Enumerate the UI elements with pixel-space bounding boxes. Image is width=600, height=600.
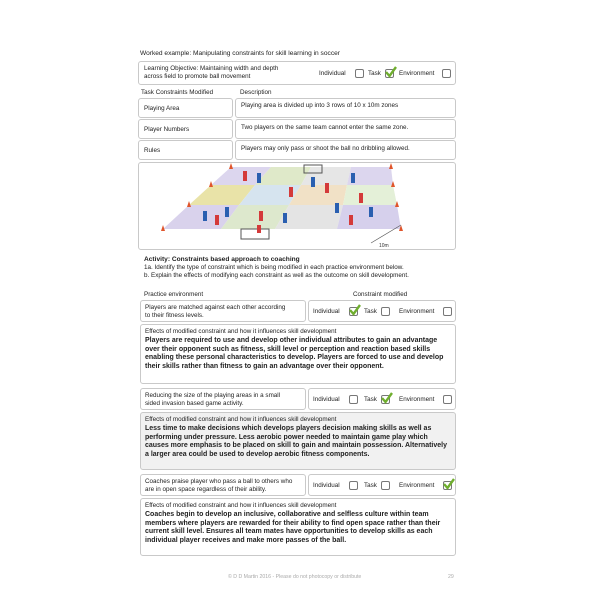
checkmark-icon — [381, 392, 393, 404]
activity-instruction-2: b. Explain the effects of modifying each constraint as well as the outcome on skill development. — [144, 272, 409, 279]
effects-answer: Coaches begin to develop an inclusive, collaborative and selfless culture within team members where players are rewarded for their ability to find open space rather than their current skill level. Ensures all team mates have opportunities to develop skills as each individual player receives and make more passes of the ball. — [145, 511, 441, 544]
option-environment-label: Environment — [399, 70, 435, 77]
environment-checkbox[interactable] — [443, 481, 452, 490]
constraint-name: Player Numbers — [144, 126, 190, 133]
constraint-desc-cell — [235, 140, 456, 160]
environment-checkbox[interactable] — [443, 307, 452, 316]
constraint-options-box — [308, 388, 456, 410]
col-header-constraints: Task Constraints Modified — [141, 89, 214, 96]
environment-checkbox[interactable] — [443, 395, 452, 404]
option-individual-label: Individual — [313, 482, 340, 489]
option-environment-label: Environment — [399, 482, 435, 489]
task-checkbox[interactable] — [381, 481, 390, 490]
individual-checkbox[interactable] — [349, 395, 358, 404]
col-header-description: Description — [240, 89, 272, 96]
effects-box — [140, 412, 456, 470]
checkmark-icon — [443, 478, 455, 490]
constraint-name: Rules — [144, 147, 161, 154]
environment-checkbox[interactable] — [442, 69, 451, 78]
task-checkbox[interactable] — [385, 69, 394, 78]
practice-env-box — [140, 300, 306, 322]
constraint-desc-cell — [235, 119, 456, 139]
learning-objective-box — [138, 61, 456, 85]
effects-answer: Players are required to use and develop other individual attributes to gain an advantage over their opponent such as fitness, skill level or perception and reaction based skills enabling these personal characteristics to develop. Players are forced to use and develop their skills rather than fitness to gain an advantage over their opponent. — [145, 337, 444, 370]
soccer-field-diagram — [139, 163, 455, 249]
option-individual-label: Individual — [313, 396, 340, 403]
checkmark-icon — [385, 66, 397, 78]
task-checkbox[interactable] — [381, 307, 390, 316]
option-task-label: Task — [368, 70, 381, 77]
practice-env-text: to their fitness levels. — [145, 312, 204, 319]
constraint-options-box — [308, 474, 456, 496]
constraint-options-box — [308, 300, 456, 322]
col-header-practice: Practice environment — [144, 291, 204, 298]
option-individual-label: Individual — [313, 308, 340, 315]
effects-label: Effects of modified constraint and how it influences skill development — [145, 502, 337, 509]
individual-checkbox[interactable] — [349, 481, 358, 490]
col-header-constraint-modified: Constraint modified — [353, 291, 408, 298]
practice-env-text: are in open space regardless of their ability. — [145, 486, 267, 493]
effects-label: Effects of modified constraint and how it influences skill development — [145, 328, 337, 335]
constraint-desc: Playing area is divided up into 3 rows of 10 x 10m zones — [241, 102, 399, 109]
constraint-desc: Players may only pass or shoot the ball no dribbling allowed. — [241, 145, 410, 152]
constraint-desc-cell — [235, 98, 456, 118]
practice-env-text: Coaches praise player who pass a ball to others who — [145, 478, 293, 485]
option-task-label: Task — [364, 482, 377, 489]
practice-env-text: Players are matched against each other according — [145, 304, 286, 311]
constraint-name-cell — [138, 98, 233, 118]
practice-env-box — [140, 388, 306, 410]
constraint-desc: Two players on the same team cannot enter the same zone. — [241, 124, 409, 131]
effects-box — [140, 498, 456, 556]
constraint-name: Playing Area — [144, 105, 180, 112]
activity-instruction-1: 1a. Identify the type of constraint which is being modified in each practice environment below. — [144, 264, 404, 271]
practice-env-box — [140, 474, 306, 496]
checkmark-icon — [349, 304, 361, 316]
objective-line-2: across field to promote ball movement — [144, 73, 251, 80]
task-checkbox[interactable] — [381, 395, 390, 404]
option-environment-label: Environment — [399, 308, 435, 315]
field-dimension-label: 10m — [379, 243, 389, 249]
individual-checkbox[interactable] — [349, 307, 358, 316]
option-task-label: Task — [364, 396, 377, 403]
practice-env-text: Reducing the size of the playing areas in a small — [145, 392, 281, 399]
constraint-name-cell — [138, 140, 233, 160]
option-task-label: Task — [364, 308, 377, 315]
footer-copyright: © D D Martin 2016 - Please do not photocopy or distribute — [228, 574, 362, 580]
activity-title: Activity: Constraints based approach to coaching — [144, 256, 300, 263]
objective-line-1: Learning Objective: Maintaining width and depth — [144, 65, 279, 72]
page-number: 29 — [448, 574, 454, 580]
constraint-name-cell — [138, 119, 233, 139]
practice-env-text: sided invasion based game activity. — [145, 400, 244, 407]
effects-answer: Less time to make decisions which develops players decision making skills as well as performing under pressure. Less aerobic power needed to maintain game play which causes more emphasis to be placed on skill to gain and maintain possession. Alternatively a larger area could be used to develop aerobic fitness components. — [145, 425, 447, 458]
effects-label: Effects of modified constraint and how it influences skill development — [145, 416, 337, 423]
effects-box — [140, 324, 456, 384]
field-illustration — [138, 162, 456, 250]
page-title: Worked example: Manipulating constraints for skill learning in soccer — [140, 50, 340, 57]
individual-checkbox[interactable] — [355, 69, 364, 78]
option-environment-label: Environment — [399, 396, 435, 403]
option-individual-label: Individual — [319, 70, 346, 77]
